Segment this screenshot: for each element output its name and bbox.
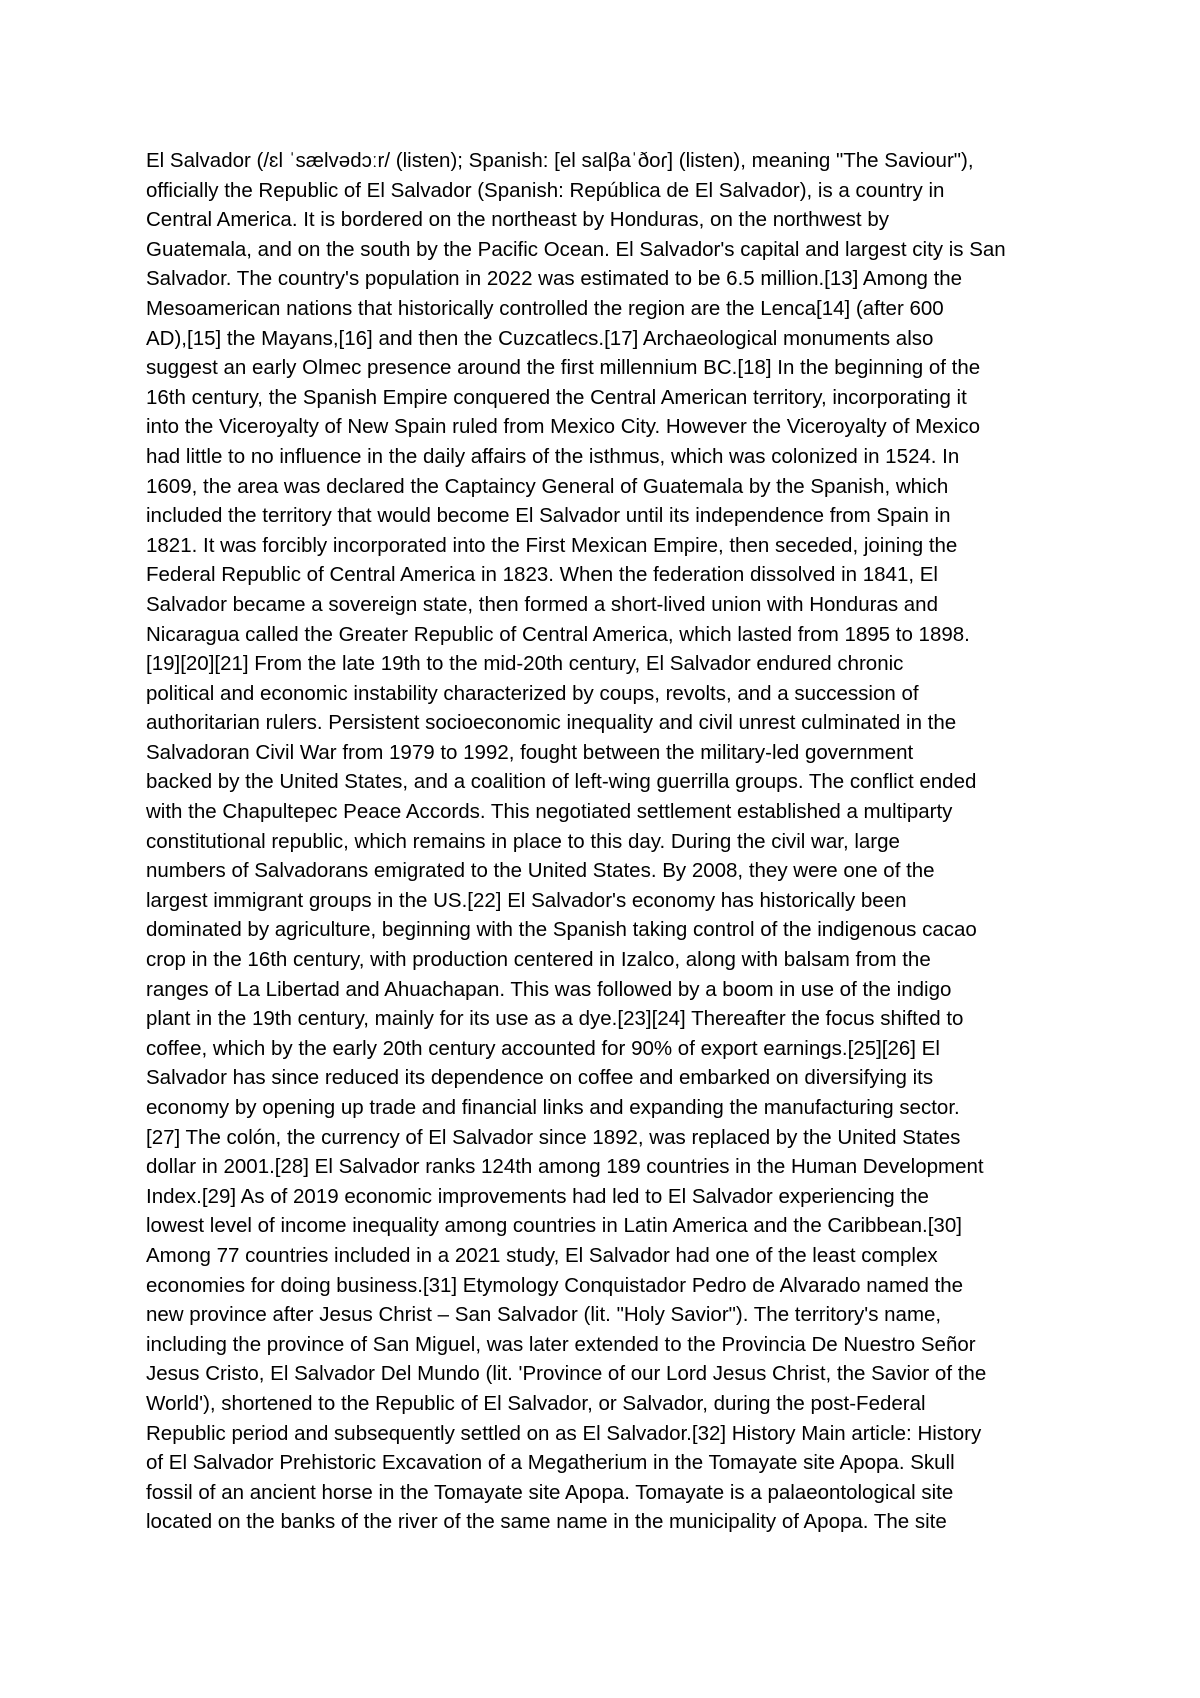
text-line: largest immigrant groups in the US.[22] El Salvador's economy has historically been xyxy=(146,888,907,912)
text-line: with the Chapultepec Peace Accords. This negotiated settlement established a multiparty xyxy=(146,800,953,824)
text-line: El Salvador (/ɛl ˈsælvədɔːr/ (listen); Spanish: [el salβaˈðoɾ] (listen), meaning "The Saviour"), xyxy=(146,149,974,172)
text-line: including the province of San Miguel, was later extended to the Provincia De Nuestro Señor xyxy=(146,1332,976,1356)
text-line: Salvador. The country's population in 2022 was estimated to be 6.5 million.[13] Among the xyxy=(146,267,963,291)
text-line: AD),[15] the Mayans,[16] and then the Cuzcatlecs.[17] Archaeological monuments also xyxy=(146,326,934,350)
text-line: backed by the United States, and a coalition of left-wing guerrilla groups. The conflict ended xyxy=(146,770,977,794)
text-line: suggest an early Olmec presence around the first millennium BC.[18] In the beginning of the xyxy=(146,356,981,380)
text-line: Jesus Cristo, El Salvador Del Mundo (lit. 'Province of our Lord Jesus Christ, the Savior of the xyxy=(146,1362,987,1386)
text-line: political and economic instability characterized by coups, revolts, and a succession of xyxy=(146,681,919,705)
text-line: Index.[29] As of 2019 economic improvements had led to El Salvador experiencing the xyxy=(146,1184,929,1208)
text-line: numbers of Salvadorans emigrated to the United States. By 2008, they were one of the xyxy=(146,859,935,883)
text-line: dollar in 2001.[28] El Salvador ranks 124th among 189 countries in the Human Development xyxy=(146,1155,984,1179)
text-line: 16th century, the Spanish Empire conquered the Central American territory, incorporating it xyxy=(146,385,967,409)
text-line: officially the Republic of El Salvador (Spanish: República de El Salvador), is a country in xyxy=(146,178,945,202)
text-line: located on the banks of the river of the same name in the municipality of Apopa. The site xyxy=(146,1510,947,1534)
text-line: Salvadoran Civil War from 1979 to 1992, fought between the military-led government xyxy=(146,740,914,764)
text-line: Salvador became a sovereign state, then formed a short-lived union with Honduras and xyxy=(146,592,938,616)
text-line: included the territory that would become El Salvador until its independence from Spain in xyxy=(146,504,951,528)
text-line: had little to no influence in the daily affairs of the isthmus, which was colonized in 1524. In xyxy=(146,444,960,468)
text-line: crop in the 16th century, with production centered in Izalco, along with balsam from the xyxy=(146,948,931,972)
text-line: [19][20][21] From the late 19th to the mid-20th century, El Salvador endured chronic xyxy=(146,652,904,676)
text-line: lowest level of income inequality among countries in Latin America and the Caribbean.[30] xyxy=(146,1214,962,1238)
text-line: Among 77 countries included in a 2021 study, El Salvador had one of the least complex xyxy=(146,1243,938,1267)
text-line: World'), shortened to the Republic of El Salvador, or Salvador, during the post-Federal xyxy=(146,1391,926,1415)
text-line: [27] The colón, the currency of El Salvador since 1892, was replaced by the United States xyxy=(146,1125,961,1149)
text-line: new province after Jesus Christ – San Salvador (lit. "Holy Savior"). The territory's name, xyxy=(146,1303,942,1327)
text-line: Salvador has since reduced its dependence on coffee and embarked on diversifying its xyxy=(146,1066,934,1090)
text-line: Mesoamerican nations that historically controlled the region are the Lenca[14] (after 600 xyxy=(146,296,944,320)
text-line: authoritarian rulers. Persistent socioeconomic inequality and civil unrest culminated in the xyxy=(146,711,957,735)
text-line: into the Viceroyalty of New Spain ruled from Mexico City. However the Viceroyalty of Mexico xyxy=(146,415,981,439)
text-line: constitutional republic, which remains in place to this day. During the civil war, large xyxy=(146,829,900,853)
text-line: coffee, which by the early 20th century accounted for 90% of export earnings.[25][26] El xyxy=(146,1036,940,1060)
text-line: 1609, the area was declared the Captaincy General of Guatemala by the Spanish, which xyxy=(146,474,949,498)
text-line: Federal Republic of Central America in 1823. When the federation dissolved in 1841, El xyxy=(146,563,938,587)
text-line: economy by opening up trade and financial links and expanding the manufacturing sector. xyxy=(146,1096,960,1119)
text-line: Republic period and subsequently settled on as El Salvador.[32] History Main article: History xyxy=(146,1421,982,1445)
text-line: Nicaragua called the Greater Republic of Central America, which lasted from 1895 to 1898. xyxy=(146,622,970,646)
text-line: 1821. It was forcibly incorporated into the First Mexican Empire, then seceded, joining the xyxy=(146,533,958,557)
text-line: dominated by agriculture, beginning with the Spanish taking control of the indigenous cacao xyxy=(146,918,977,942)
document-body xyxy=(146,146,1066,1537)
text-line: ranges of La Libertad and Ahuachapan. This was followed by a boom in use of the indigo xyxy=(146,977,952,1001)
text-line: of El Salvador Prehistoric Excavation of a Megatherium in the Tomayate site Apopa. Skull xyxy=(146,1451,955,1475)
text-line: plant in the 19th century, mainly for its use as a dye.[23][24] Thereafter the focus shifted to xyxy=(146,1007,964,1031)
text-line: economies for doing business.[31] Etymology Conquistador Pedro de Alvarado named the xyxy=(146,1273,964,1297)
text-line: Central America. It is bordered on the northeast by Honduras, on the northwest by xyxy=(146,208,889,232)
text-line: Guatemala, and on the south by the Pacific Ocean. El Salvador's capital and largest city is San xyxy=(146,237,1006,261)
text-line: fossil of an ancient horse in the Tomayate site Apopa. Tomayate is a palaeontological site xyxy=(146,1480,954,1504)
